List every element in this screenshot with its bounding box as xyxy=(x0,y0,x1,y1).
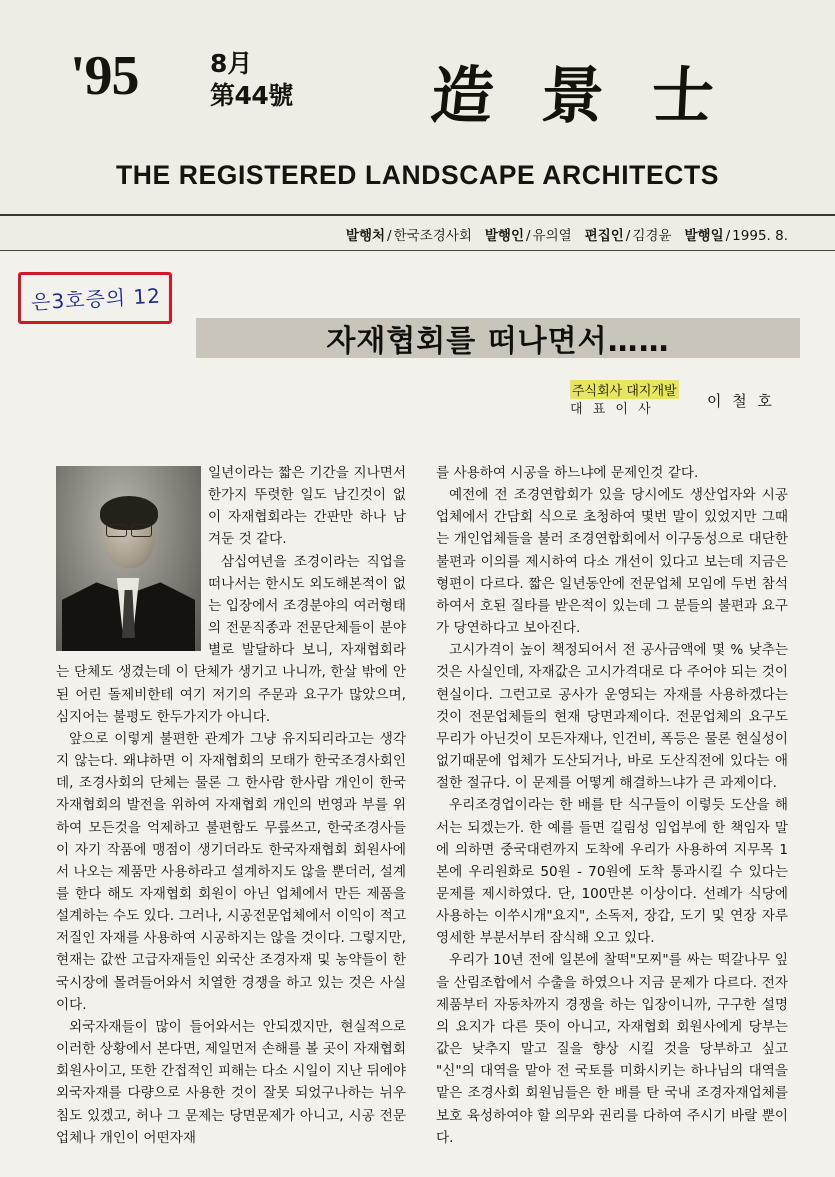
publisher-person-label: 발행인 xyxy=(484,228,524,244)
editor-label: 편집인 xyxy=(584,228,624,244)
paragraph: 를 사용하여 시공을 하느냐에 문제인것 같다. xyxy=(436,465,699,481)
article-headline: 자재협회를 떠나면서…… xyxy=(326,324,670,359)
photo-text-wrap-spacer xyxy=(56,462,208,654)
byline-company: 주식회사 대지개발 xyxy=(570,380,679,399)
evidence-stamp-text: 은3호증의 12 xyxy=(30,283,162,315)
english-masthead-title: THE REGISTERED LANDSCAPE ARCHITECTS xyxy=(115,160,720,190)
publisher-person-value: 유의열 xyxy=(532,228,572,244)
issue-month: 8月 xyxy=(210,49,253,78)
paragraph: 외국자재들이 많이 들어와서는 안되겠지만, 현실적으로 이러한 상황에서 본다면, 제일먼저 손해를 볼 곳이 자재협회 회원사이고, 또한 간접적인 피해는 다소 시일이 지난 뒤에야 외국자재를 다량으로 사용한 것이 잘못 되었구나하는 뉘우침도 있겠고, 허나 그 문제는 당면문제가 아니고, 시공 전문업체나 개인이 어떤자재 xyxy=(56,1018,406,1146)
issue-info xyxy=(210,48,293,112)
paragraph: 앞으로 이렇게 불편한 관계가 그냥 유지되리라고는 생각지 않는다. 왜냐하면 이 자재협회의 모태가 한국조경사회인데, 조경사회의 단체는 물론 그 한사람 한사람 개인이 한국자재협회의 발전을 위하여 자재협회 개인의 번영과 부를 위하여 모든것을 억제하고 불편함도 무릎쓰고, 한국조경사들이 자기 작품에 맹점이 생기더라도 한국자재협회 회원사에서 나오는 제품만 사용하라고 설계하지도 않을 뿐더러, 설계를 한다 해도 자재협회 회원이 아닌 업체에서 만든 제품을 설계하는 수도 있다. 그러나, 시공전문업체에서 이익이 적고 저질인 자재를 사용하여 시공하지는 않을 것이다. 그렇지만, 현재는 값싼 고급자재들인 외국산 조경자재 및 농약들이 한국시장에 몰려들어와서 치열한 경쟁을 하고 있는 것은 사실이다. xyxy=(56,730,406,1013)
paragraph: 일년이라는 짧은 기간을 지나면서 한가지 뚜렷한 일도 남긴것이 없이 자재협회라는 간판만 하나 남겨둔 것 같다. xyxy=(208,465,406,548)
article-byline xyxy=(570,380,800,420)
byline-role: 대 표 이 사 xyxy=(570,402,654,417)
hanja-char-1: 造 xyxy=(427,59,498,132)
paragraph: 삼십여년을 조경이라는 직업을 떠나서는 한시도 외도해본적이 없는 입장에서 조경분야의 여러형태의 전문직종과 전문단체들이 분야별로 발달하다 보니, 자재협회라는 단체도 생겼는데 이 단체가 생기고 나니까, 한살 밖에 안된 어린 돌제비한테 여기 저기의 주문과 요구가 많았으며, 심지어는 불평도 한두가지가 아니다. xyxy=(56,553,406,725)
article-left-column xyxy=(56,462,406,1149)
publisher-label: 발행처 xyxy=(345,228,386,244)
paragraph: 우리조경업이라는 한 배를 탄 식구들이 이렇듯 도산을 해서는 되겠는가. 한 예를 들면 길림성 임업부에 한 책임자 말에 의하면 중국대련까지 도착에 우리가 사용하여 지무목 1본에 우리원화로 50원 - 70원에 도착 통과시킬 수 있다는 문제를 제시하였다. 단, 100만본 이상이다. 선례가 식당에 사용하는 이쑤시개"요지", 소독저, 장갑, 도기 및 연장 자루 영세한 부분서부터 잠식해 오고 있다. xyxy=(436,797,788,947)
paragraph: 예전에 전 조경연합회가 있을 당시에도 생산업자와 시공업체에서 간담회 식으로 초청하여 몇번 말이 있었지만 그때는 개인업체들을 불러 조경연합회에서 이구동성으로 대단한 불편과 이의를 제시하여 다소 개선이 있다고 보는데 지금은 형편이 다르다. 짧은 일년동안에 전문업체 모임에 두번 참석하여서 호된 질타를 받은적이 있는데 그 분들의 불편과 요구가 당연하다고 보아진다. xyxy=(436,487,788,637)
publication-date-value: 1995. 8. xyxy=(732,228,788,244)
publication-date-label: 발행일 xyxy=(684,228,724,244)
paragraph: 우리가 10년 전에 일본에 찰떡"모찌"를 싸는 떡갈나무 잎을 산림조합에서 수출을 하였으나 지금 문제가 다르다. 전자제품부터 자동차까지 경쟁을 하는 입장이니까, 구구한 설명의 요지가 다른 뜻이 아니고, 자재협회 회원사에게 당부는 값은 낮추지 말고 질을 향상 시킬 것을 당부하고 싶고 "신"의 대역을 맡아 전 국토를 미화시키는 하나님의 대역을 맡은 조경사회 회원님들은 한 배를 탄 국내 조경자재업체를 보호 육성하여야 할 의무와 권리를 다하여 주시기 바랄 뿐이다. xyxy=(436,952,788,1146)
evidence-stamp-box xyxy=(18,272,172,324)
hanja-char-3: 士 xyxy=(649,59,716,132)
publisher-value: 한국조경사회 xyxy=(393,228,472,244)
issue-number: 第44號 xyxy=(210,81,293,110)
issue-year: '95 xyxy=(70,45,139,107)
article-right-column xyxy=(436,462,788,1149)
byline-author-name: 이 철 호 xyxy=(707,392,776,410)
masthead xyxy=(0,0,835,216)
editor-value: 김경윤 xyxy=(632,228,672,244)
publication-line: 발행처 / 한국조경사회 발행인 / 유의열 편집인 / 김경윤 발행일 / 1995. 8. xyxy=(345,228,788,244)
paragraph: 고시가격이 높이 책정되어서 전 공사금액에 몇 % 낮추는 것은 사실인데, 자재값은 고시가격대로 다 주어야 되는 것이 현실이다. 그런고로 공사가 운영되는 자재를 사용하겠다는 것이 전문업체들의 현재 당면과제이다. 전문업체의 요구도 무리가 아닌것이 모든자재나, 인건비, 폭등은 물론 현실성이 없기때문에 업체가 도산되거나, 바로 도산직전에 있다는 애절한 절규다. 이 문제를 어떻게 해결하느냐가 큰 과제이다. xyxy=(436,642,788,792)
publication-bar xyxy=(0,216,835,251)
hanja-char-2: 景 xyxy=(539,59,607,132)
hanja-logo xyxy=(427,38,760,134)
